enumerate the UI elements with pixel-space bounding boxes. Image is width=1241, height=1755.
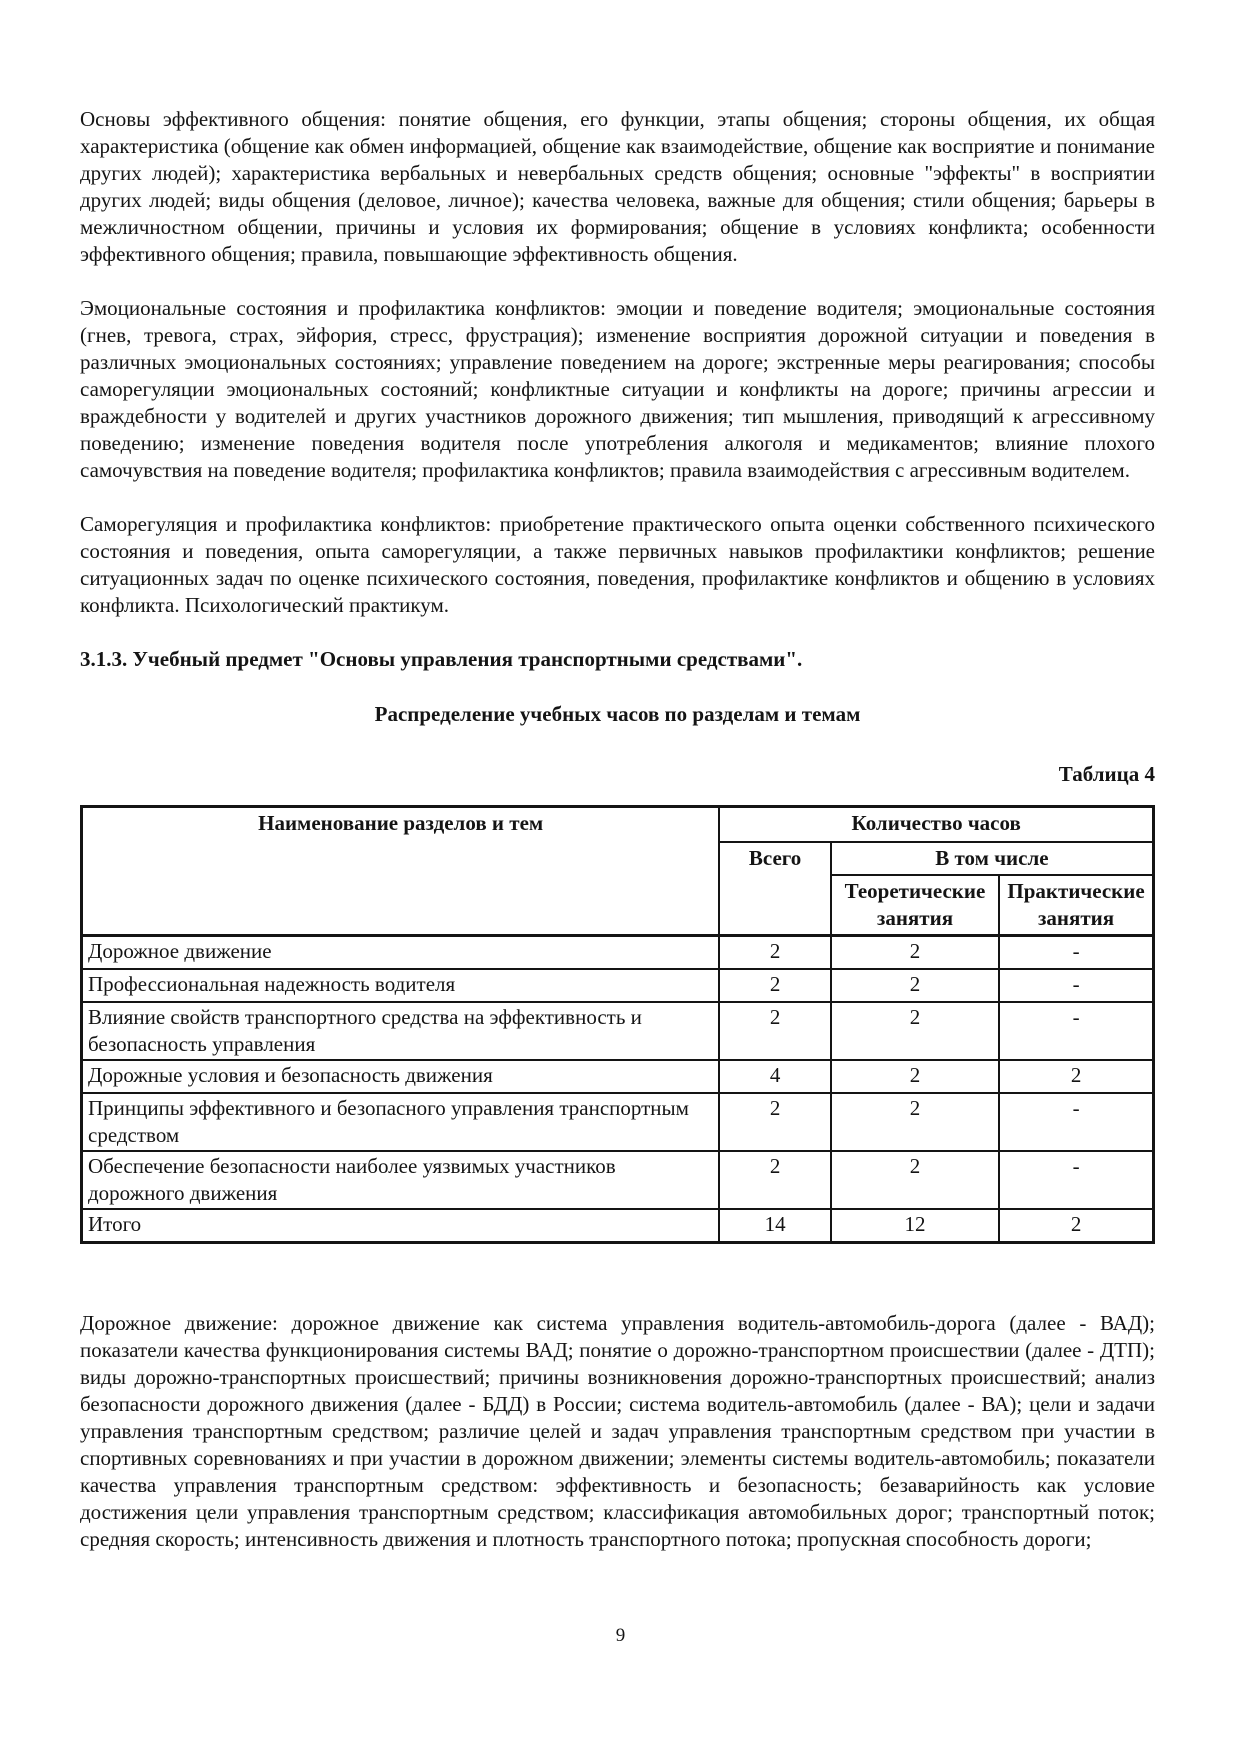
row-name: Профессиональная надежность водителя (82, 969, 720, 1002)
row-practice: 2 (999, 1060, 1153, 1093)
table-row (82, 1060, 1154, 1093)
row-practice: - (999, 1151, 1153, 1209)
table-row (82, 1151, 1154, 1209)
row-practice: - (999, 1002, 1153, 1060)
row-theory: 2 (831, 1093, 999, 1151)
section-heading-3-1-3: 3.1.3. Учебный предмет "Основы управления транспортными средствами". (80, 647, 803, 671)
row-name: Принципы эффективного и безопасного управления транспортным средством (82, 1093, 720, 1151)
row-name: Дорожное движение (82, 936, 720, 970)
table-row (82, 1002, 1154, 1060)
row-practice: - (999, 969, 1153, 1002)
paragraph-self-regulation: Саморегуляция и профилактика конфликтов: приобретение практического опыта оценки собственного психического состояния и поведения, опыта саморегуляции, а также первичных навыков профилактики конфликтов; решение ситуационных задач по оценке психического состояния, поведения, профилактике конфликтов и общению в условиях конфликта. Психологический практикум. (80, 512, 1155, 617)
table-number-label: Таблица 4 (1058, 762, 1155, 786)
row-total: 2 (719, 1151, 830, 1209)
paragraph-communication-basics: Основы эффективного общения: понятие общения, его функции, этапы общения; стороны общения, их общая характеристика (общение как обмен информацией, общение как взаимодействие, общение как восприятие и понимание других людей); характеристика вербальных и невербальных средств общения; основные "эффекты" в восприятии других людей; виды общения (деловое, личное); качества человека, важные для общения; стили общения; барьеры в межличностном общении, причины и условия их формирования; общение в условиях конфликта; особенности эффективного общения; правила, повышающие эффективность общения. (80, 107, 1155, 266)
row-practice: - (999, 1093, 1153, 1151)
page-number: 9 (615, 1625, 626, 1646)
row-name: Влияние свойств транспортного средства на эффективность и безопасность управления (82, 1002, 720, 1060)
table-row (82, 936, 1154, 970)
row-theory: 2 (831, 936, 999, 970)
table-header-section-name: Наименование разделов и тем (82, 807, 720, 936)
row-theory: 12 (831, 1209, 999, 1243)
row-name: Обеспечение безопасности наиболее уязвимых участников дорожного движения (82, 1151, 720, 1209)
table-header-including: В том числе (831, 842, 1154, 875)
row-total: 2 (719, 1093, 830, 1151)
row-total: 2 (719, 969, 830, 1002)
table-row (82, 1093, 1154, 1151)
row-theory: 2 (831, 1002, 999, 1060)
row-practice: 2 (999, 1209, 1153, 1243)
paragraph-road-traffic: Дорожное движение: дорожное движение как система управления водитель-автомобиль-дорога (далее - ВАД); показатели качества функционирования системы ВАД; понятие о дорожно-транспортном происшествии (далее - ДТП); виды дорожно-транспортных происшествий; причины возникновения дорожно-транспортных происшествий; анализ безопасности дорожного движения (далее - БДД) в России; система водитель-автомобиль (далее - ВА); цели и задачи управления транспортным средством; различие целей и задач управления транспортным средством при участии в спортивных соревнованиях и при участии в дорожном движении; элементы системы водитель-автомобиль; показатели качества управления транспортным средством: эффективность и безопасность; безаварийность как условие достижения цели управления транспортным средством; классификация автомобильных дорог; транспортный поток; средняя скорость; интенсивность движения и плотность транспортного потока; пропускная способность дороги; (80, 1311, 1155, 1551)
table-header-practice: Практические занятия (999, 875, 1153, 936)
table-header-hours: Количество часов (719, 807, 1153, 843)
row-total: 14 (719, 1209, 830, 1243)
row-total: 2 (719, 936, 830, 970)
row-theory: 2 (831, 969, 999, 1002)
table-header-total: Всего (719, 842, 830, 936)
hours-distribution-table (80, 805, 1155, 1244)
row-theory: 2 (831, 1151, 999, 1209)
table-title: Распределение учебных часов по разделам и темам (374, 702, 861, 726)
table-row (82, 969, 1154, 1002)
table-row-total (82, 1209, 1154, 1243)
paragraph-emotional-states: Эмоциональные состояния и профилактика конфликтов: эмоции и поведение водителя; эмоциональные состояния (гнев, тревога, страх, эйфория, стресс, фрустрация); изменение восприятия дорожной ситуации и поведения в различных эмоциональных состояниях; управление поведением на дороге; экстренные меры реагирования; способы саморегуляции эмоциональных состояний; конфликтные ситуации и конфликты на дороге; причины агрессии и враждебности у водителей и других участников дорожного движения; тип мышления, приводящий к агрессивному поведению; изменение поведения водителя после употребления алкоголя и медикаментов; влияние плохого самочувствия на поведение водителя; профилактика конфликтов; правила взаимодействия с агрессивным водителем. (80, 296, 1155, 482)
row-total: 2 (719, 1002, 830, 1060)
row-total: 4 (719, 1060, 830, 1093)
row-name: Дорожные условия и безопасность движения (82, 1060, 720, 1093)
row-theory: 2 (831, 1060, 999, 1093)
table-header-theory: Теоретические занятия (831, 875, 999, 936)
row-name: Итого (82, 1209, 720, 1243)
row-practice: - (999, 936, 1153, 970)
